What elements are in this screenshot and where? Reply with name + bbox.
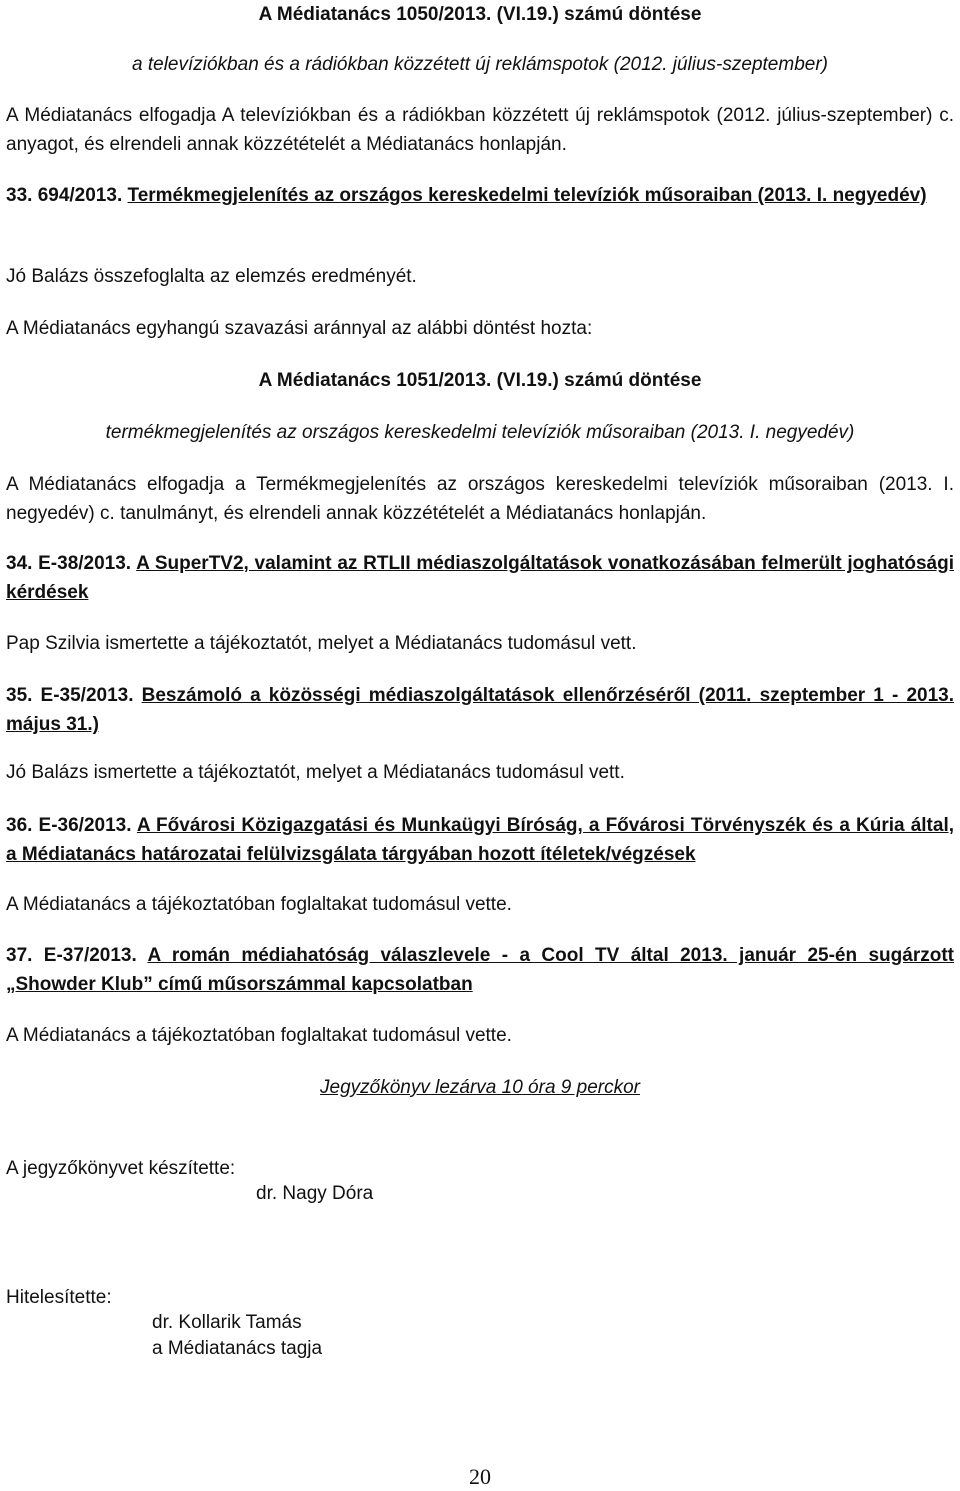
item-36-number: 36. E-36/2013. — [6, 815, 132, 836]
minutes-taker-label: A jegyzőkönyvet készítette: — [6, 1158, 236, 1179]
item-33-heading — [6, 181, 954, 210]
decision-1050-title: A Médiatanács 1050/2013. (VI.19.) számú döntése — [258, 4, 702, 25]
item-33-summary: Jó Balázs összefoglalta az elemzés eredményét. — [6, 266, 417, 287]
item-35-title: Beszámoló a közösségi médiaszolgáltatások ellenőrzéséről (2011. szeptember 1 - 2013. május 31.) — [6, 685, 955, 735]
item-37-title: A román médiahatóság válaszlevele - a Cool TV által 2013. január 25-én sugárzott „Showder Klub” című műsorszámmal kapcsolatban — [6, 945, 954, 995]
item-34-text: Pap Szilvia ismertette a tájékoztatót, melyet a Médiatanács tudomásul vett. — [6, 633, 637, 654]
item-33-vote: A Médiatanács egyhangú szavazási aránnyal az alábbi döntést hozta: — [6, 318, 593, 339]
item-37-text: A Médiatanács a tájékoztatóban foglaltakat tudomásul vette. — [6, 1025, 512, 1046]
item-36-heading — [6, 811, 954, 869]
decision-1050-subtitle: a televíziókban és a rádiókban közzétett új reklámspotok (2012. július-szeptember) — [132, 54, 828, 75]
certified-label: Hitelesítette: — [6, 1287, 112, 1308]
item-34-heading — [6, 549, 954, 607]
item-36-text: A Médiatanács a tájékoztatóban foglaltakat tudomásul vette. — [6, 894, 512, 915]
item-37-number: 37. E-37/2013. — [6, 945, 137, 966]
item-36-title: A Fővárosi Közigazgatási és Munkaügyi Bíróság, a Fővárosi Törvényszék és a Kúria által, a Médiatanács határozatai felülvizsgálata tárgyában hozott ítéletek/végzések — [6, 815, 955, 865]
certifier-role: a Médiatanács tagja — [152, 1338, 323, 1359]
item-34-number: 34. E-38/2013. — [6, 553, 132, 574]
decision-1051-title: A Médiatanács 1051/2013. (VI.19.) számú döntése — [258, 370, 702, 391]
item-35-text: Jó Balázs ismertette a tájékoztatót, melyet a Médiatanács tudomásul vett. — [6, 762, 625, 783]
page-number: 20 — [469, 1464, 491, 1489]
certifier-name: dr. Kollarik Tamás — [152, 1312, 302, 1333]
item-35-heading — [6, 681, 954, 739]
item-33-title: Termékmegjelenítés az országos kereskedelmi televíziók műsoraiban (2013. I. negyedév) — [127, 185, 927, 206]
item-35-number: 35. E-35/2013. — [6, 685, 134, 706]
closing-note: Jegyzőkönyv lezárva 10 óra 9 perckor — [320, 1077, 640, 1098]
minutes-taker-name: dr. Nagy Dóra — [256, 1183, 374, 1204]
decision-1051-subtitle: termékmegjelenítés az országos kereskedelmi televíziók műsoraiban (2013. I. negyedév) — [105, 422, 855, 443]
item-33-number: 33. 694/2013. — [6, 185, 123, 206]
item-37-heading — [6, 941, 954, 999]
item-34-title: A SuperTV2, valamint az RTLII médiaszolgáltatások vonatkozásában felmerült joghatósági kérdések — [6, 553, 954, 603]
decision-1051-body: A Médiatanács elfogadja a Termékmegjelenítés az országos kereskedelmi televíziók műsoraiban (2013. I. negyedév) c. tanulmányt, és elrendeli annak közzétételét a Médiatanács honlapján. — [6, 474, 954, 524]
decision-1050-body: A Médiatanács elfogadja A televíziókban és a rádiókban közzétett új reklámspotok (2012. július-szeptember) c. anyagot, és elrendeli annak közzétételét a Médiatanács honlapján. — [6, 105, 954, 155]
